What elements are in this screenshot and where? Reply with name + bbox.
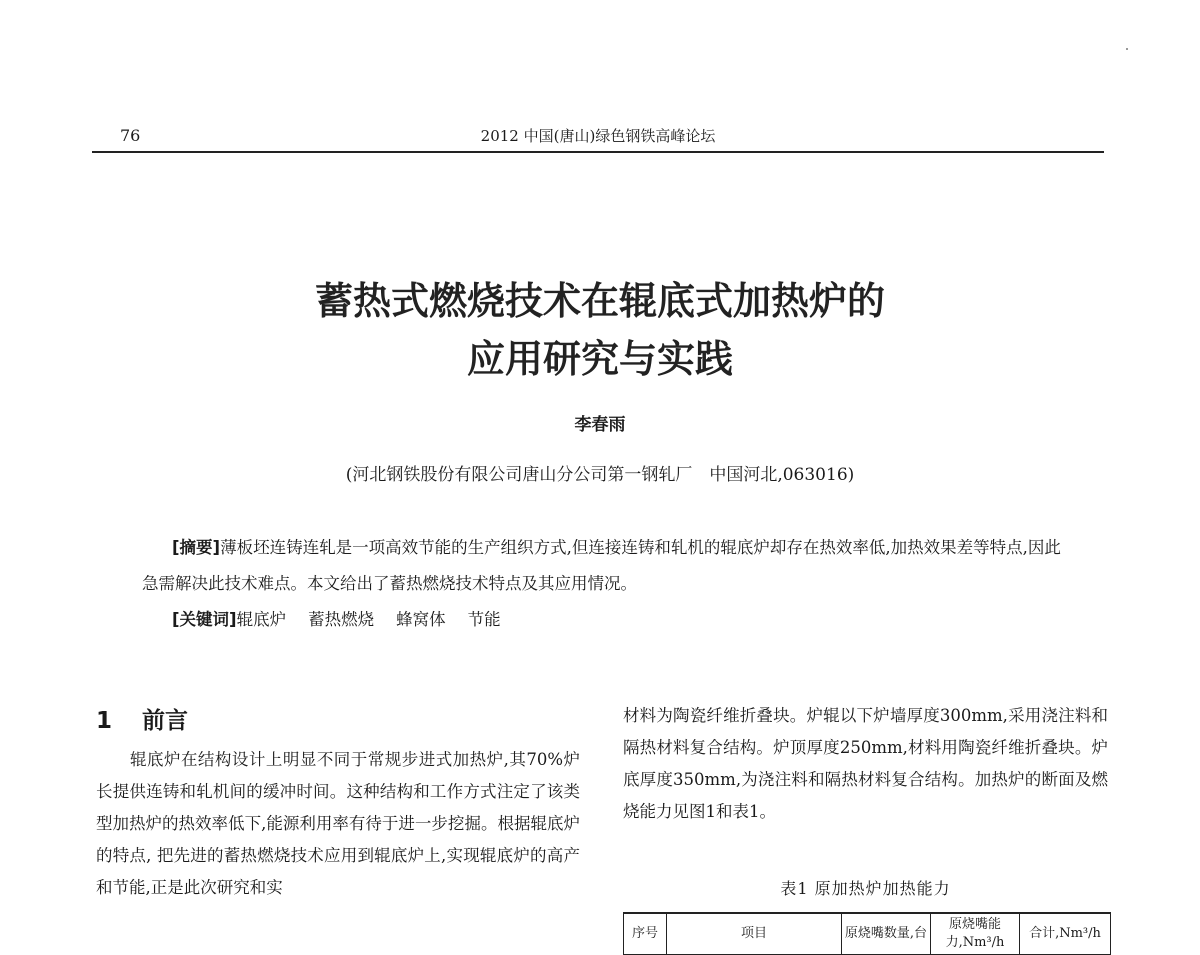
table-header-cell: 合计,Nm³/h xyxy=(1020,913,1111,955)
section-heading xyxy=(96,702,580,738)
title-line-1: 蓄热式燃烧技术在辊底式加热炉的 xyxy=(314,279,885,323)
abstract-label: [摘要] xyxy=(172,538,221,557)
abstract-block xyxy=(142,530,1062,638)
keyword: 节能 xyxy=(467,610,501,629)
author-name: 李春雨 xyxy=(574,415,626,435)
keywords-label: [关键词] xyxy=(172,610,237,629)
table-header-cell: 原烧嘴数量,台 xyxy=(842,913,931,955)
section-title: 前言 xyxy=(142,708,188,734)
table-1 xyxy=(623,912,1111,955)
scan-speck xyxy=(1126,48,1128,50)
keyword: 辊底炉 xyxy=(236,610,287,629)
table-header-row xyxy=(624,913,1111,955)
title-line-2: 应用研究与实践 xyxy=(466,337,733,381)
article-title xyxy=(0,272,1200,388)
running-header xyxy=(92,120,1104,150)
author-affiliation: (河北钢铁股份有限公司唐山分公司第一钢轧厂 中国河北,063016) xyxy=(345,465,855,485)
keywords-line xyxy=(142,602,1062,638)
page-number: 76 xyxy=(120,126,141,145)
table-caption: 表1 原加热炉加热能力 xyxy=(780,879,951,898)
section-paragraph: 辊底炉在结构设计上明显不同于常规步进式加热炉,其70%炉长提供连铸和轧机间的缓冲时间。这种结构和工作方式注定了该类型加热炉的热效率低下,能源利用率有待于进一步挖掘。根据辊底炉的特点, 把先进的蓄热燃烧技术应用到辊底炉上,实现辊底炉的高产和节能,正是此次研究和实 xyxy=(96,750,580,897)
keyword: 蜂窝体 xyxy=(396,610,446,629)
header-rule xyxy=(92,151,1104,153)
running-title: 2012 中国(唐山)绿色钢铁高峰论坛 xyxy=(480,127,716,145)
table-header-cell: 序号 xyxy=(624,913,667,955)
section-number: 1 xyxy=(96,708,113,734)
right-column xyxy=(623,700,1108,828)
right-paragraph: 材料为陶瓷纤维折叠块。炉辊以下炉墙厚度300mm,采用浇注料和隔热材料复合结构。炉顶厚度250mm,材料用陶瓷纤维折叠块。炉底厚度350mm,为浇注料和隔热材料复合结构。加热炉的断面及燃烧能力见图1和表1。 xyxy=(623,706,1108,821)
table-header-cell: 原烧嘴能力,Nm³/h xyxy=(931,913,1020,955)
keyword: 蓄热燃烧 xyxy=(308,610,375,629)
abstract-paragraph xyxy=(142,530,1062,602)
left-column xyxy=(96,702,580,904)
table-header-cell: 项目 xyxy=(667,913,842,955)
abstract-text: 薄板坯连铸连轧是一项高效节能的生产组织方式,但连接连铸和轧机的辊底炉却存在热效率低,加热效果差等特点,因此急需解决此技术难点。本文给出了蓄热燃烧技术特点及其应用情况。 xyxy=(142,538,1061,593)
